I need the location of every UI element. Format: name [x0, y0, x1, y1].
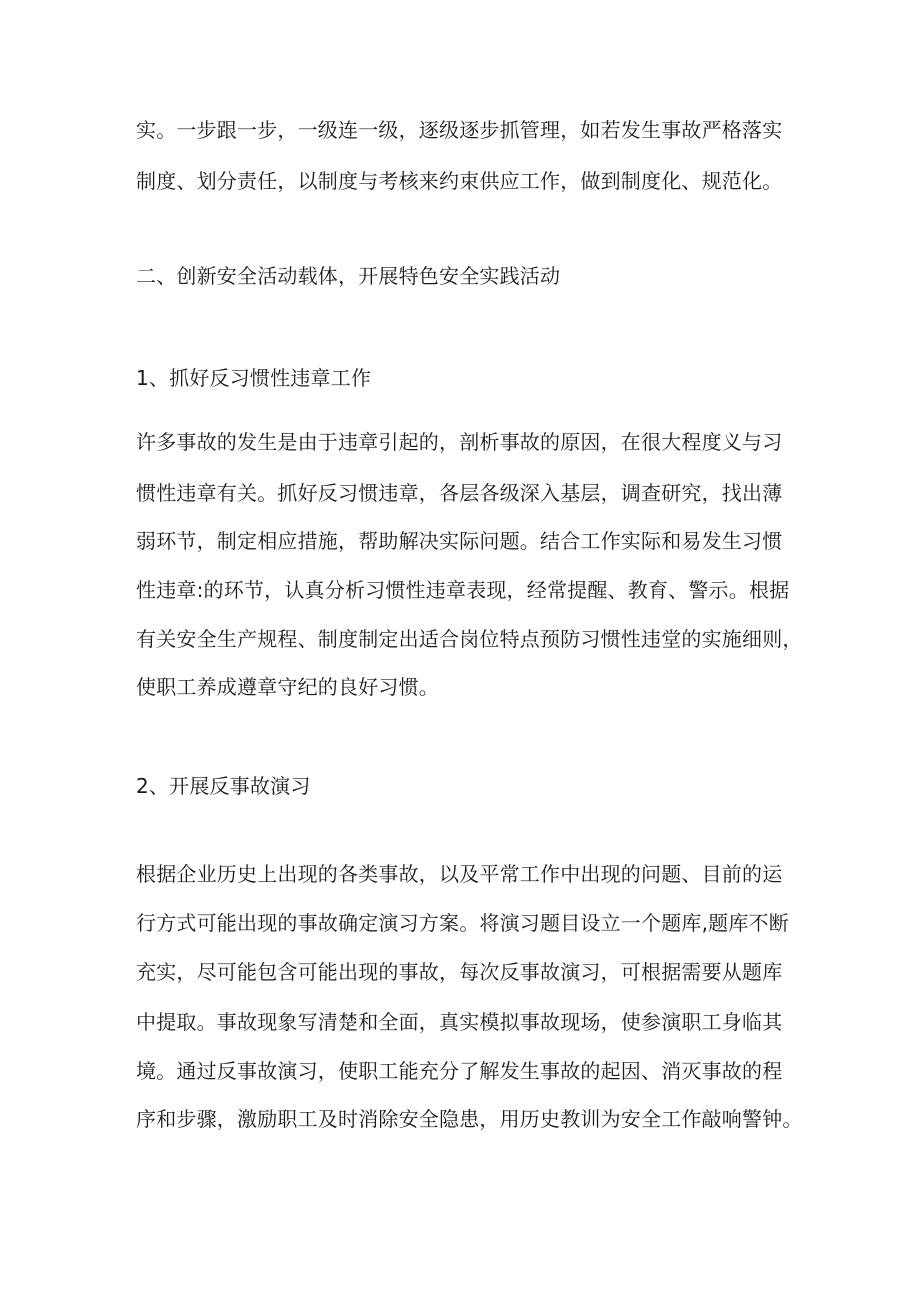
subsection-1-line-3: 弱环节，制定相应措施，帮助解决实际问题。结合工作实际和易发生习惯	[136, 529, 783, 553]
section-heading: 二、创新安全活动载体，开展特色安全实践活动	[136, 264, 561, 288]
subsection-1-line-5: 有关安全生产规程、制度制定出适合岗位特点预防习惯性违堂的实施细则，	[136, 627, 803, 651]
continuation-line-1: 实。一步跟一步，一级连一级，逐级逐步抓管理，如若发生事故严格落实	[136, 118, 783, 142]
subsection-1-line-6: 使职工养成遵章守纪的良好习惯。	[136, 675, 439, 699]
subsection-2-line-3: 充实，尽可能包含可能出现的事故，每次反事故演习，可根据需要从题库	[136, 960, 783, 984]
continuation-line-2: 制度、划分责任，以制度与考核来约束供应工作，做到制度化、规范化。	[136, 169, 783, 193]
subsection-2-line-4: 中提取。事故现象写清楚和全面，真实模拟事故现场，使参演职工身临其	[136, 1010, 783, 1034]
subsection-1-line-2: 惯性违章有关。抓好反习惯违章，各层各级深入基层，调查研究，找出薄	[136, 481, 783, 505]
subsection-2-heading: 2、开展反事故演习	[136, 774, 311, 798]
subsection-2-line-6: 序和步骤，激励职工及时消除安全隐患，用历史教训为安全工作敲响警钟。	[136, 1107, 803, 1131]
subsection-1-heading: 1、抓好反习惯性违章工作	[136, 366, 372, 390]
subsection-1-line-1: 许多事故的发生是由于违章引起的，剖析事故的原因，在很大程度义与习	[136, 430, 783, 454]
subsection-2-line-1: 根据企业历史上出现的各类事故，以及平常工作中出现的问题、目前的运	[136, 862, 783, 886]
subsection-2-line-2: 行方式可能出现的事故确定演习方案。将演习题目设立一个题库,题库不断	[136, 911, 789, 935]
subsection-1-line-4: 性违章:的环节，认真分析习惯性违章表现，经常提醒、教育、警示。根据	[136, 578, 790, 602]
subsection-2-line-5: 境。通过反事故演习，使职工能充分了解发生事故的起因、消灭事故的程	[136, 1059, 783, 1083]
